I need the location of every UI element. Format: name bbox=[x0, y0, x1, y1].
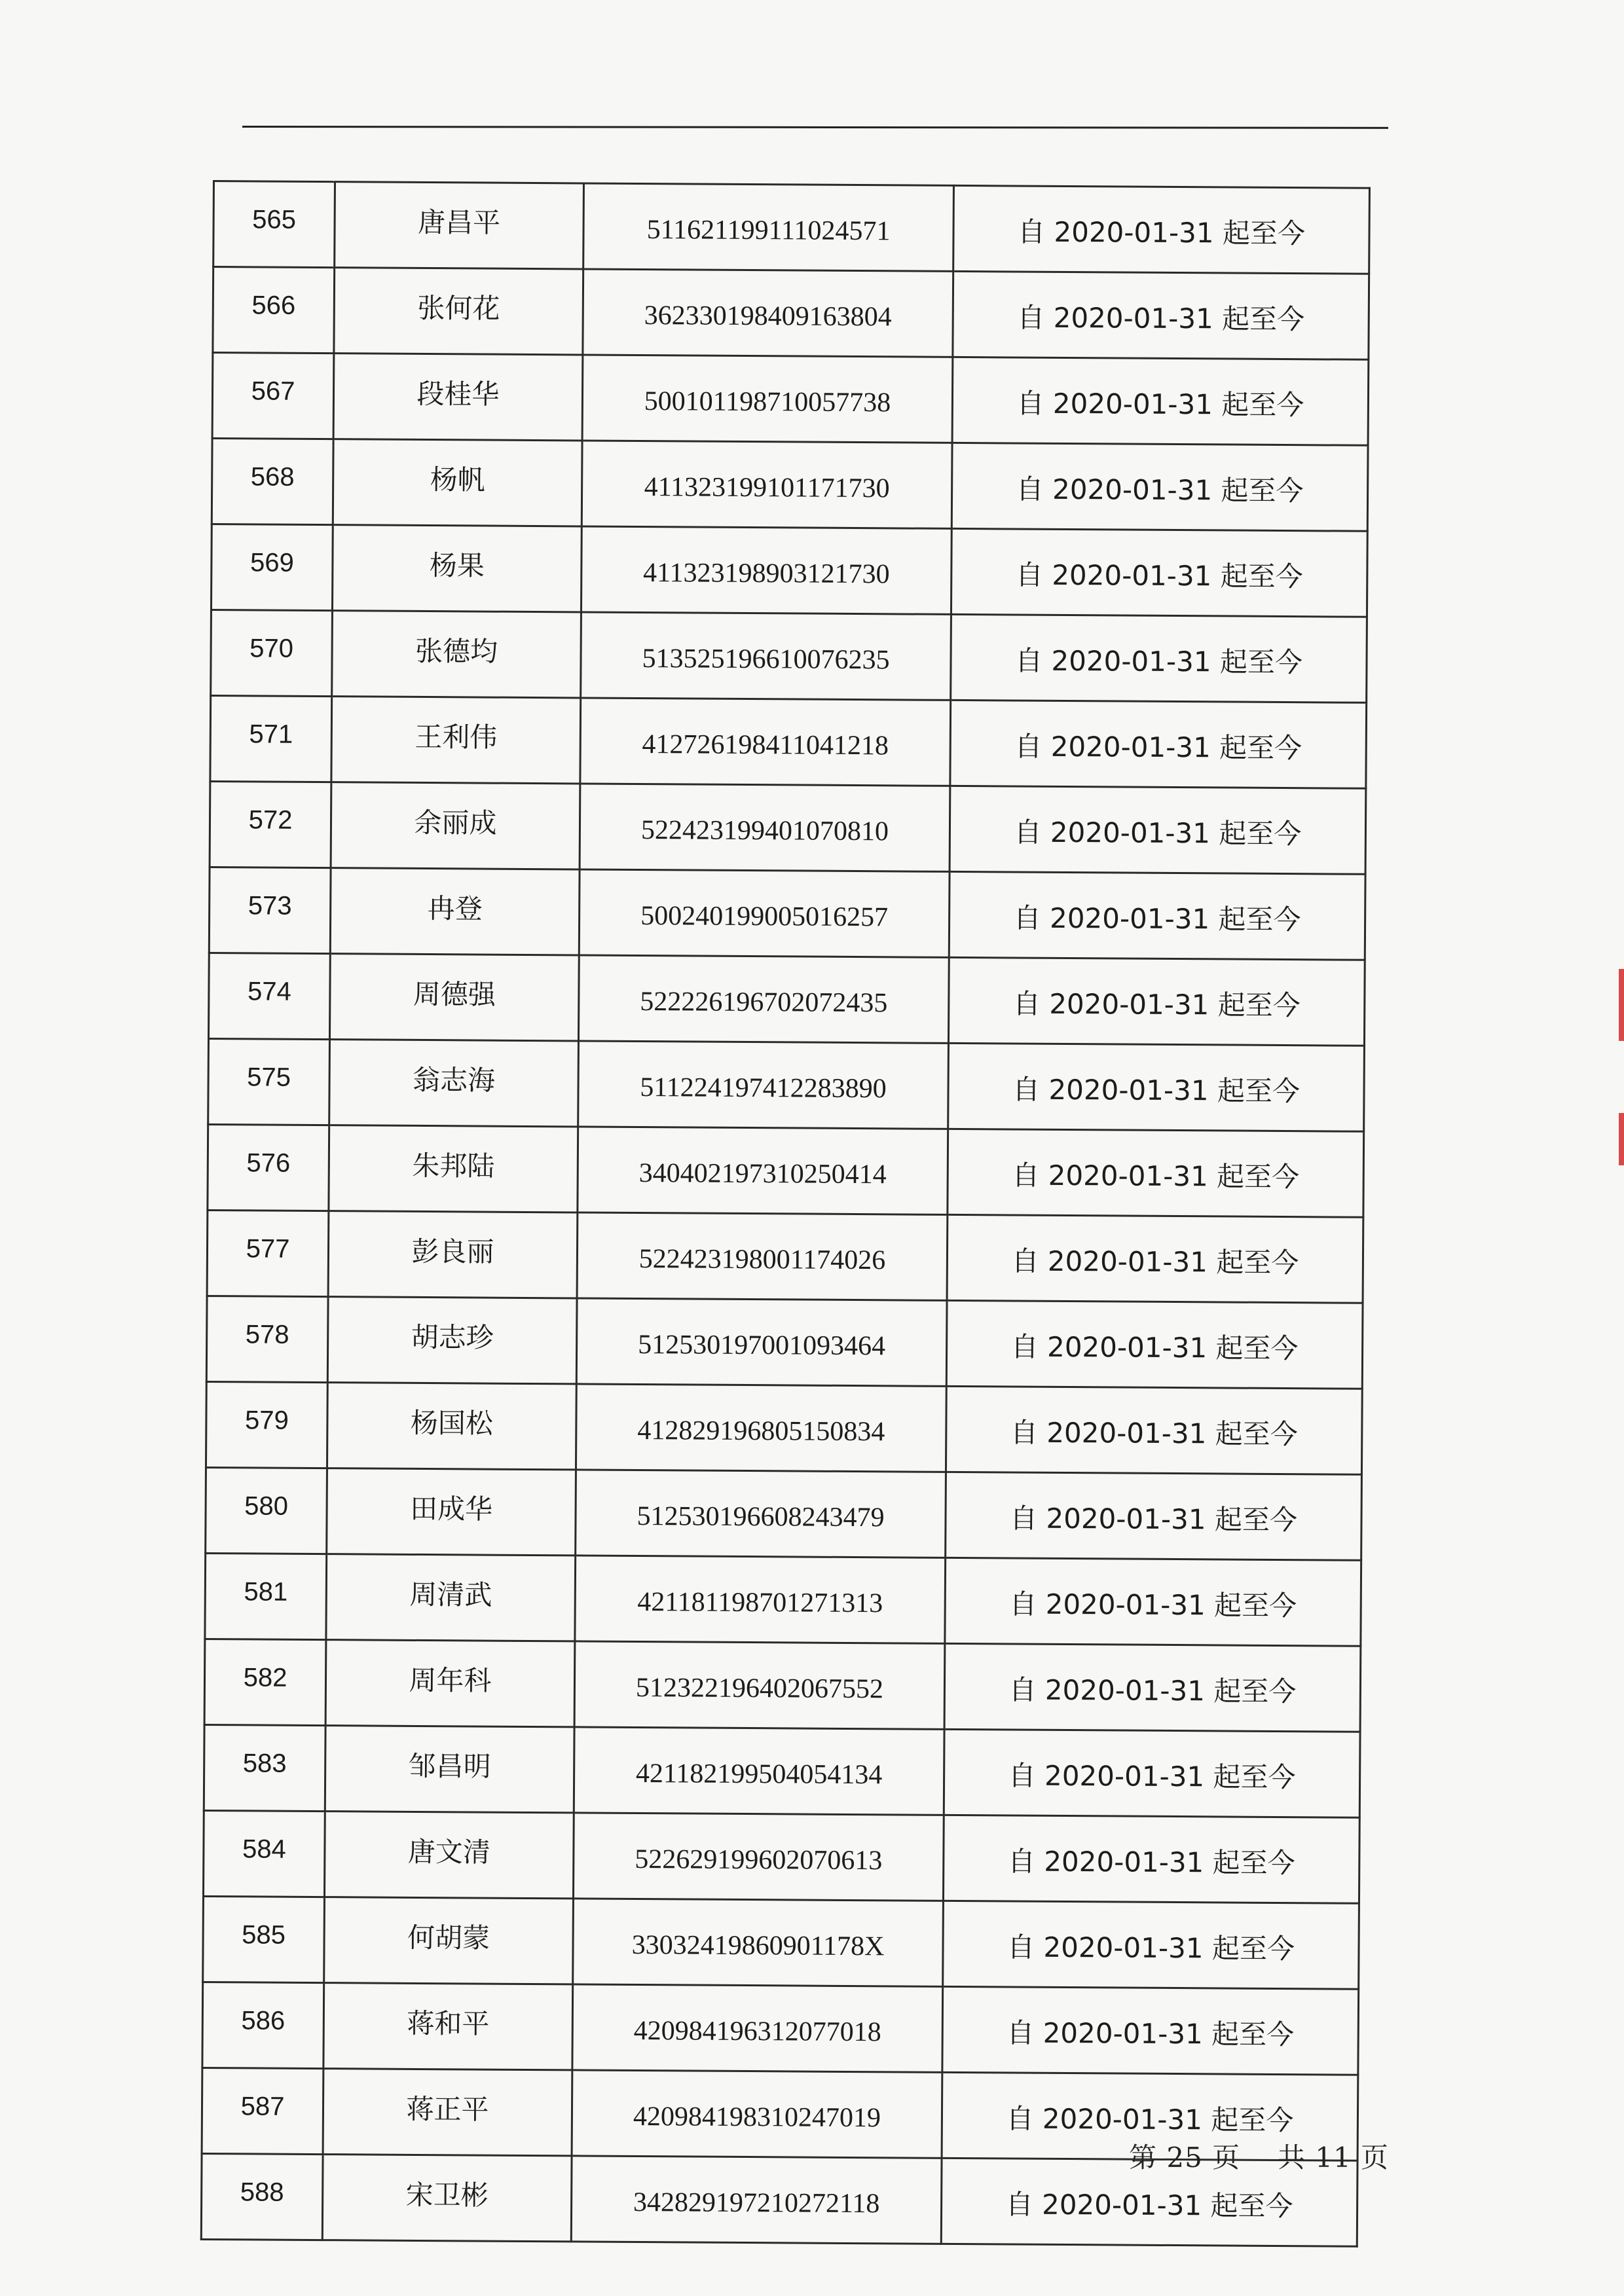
id-number-cell: 500240199005016257 bbox=[579, 869, 950, 957]
table-row bbox=[209, 867, 1365, 960]
name-cell: 杨帆 bbox=[333, 439, 582, 526]
page-footer bbox=[1129, 2136, 1389, 2176]
edge-stamp-mark bbox=[1619, 1113, 1624, 1165]
id-number-cell: 513525196610076235 bbox=[581, 612, 951, 700]
serial-number-cell: 572 bbox=[210, 781, 331, 867]
date-range-cell: 自 2020-01-31 起至今 bbox=[951, 443, 1368, 531]
id-number-cell: 342829197210272118 bbox=[571, 2156, 942, 2244]
name-cell: 张德均 bbox=[332, 611, 581, 698]
serial-number-cell: 586 bbox=[202, 1982, 324, 2068]
date-range-cell: 自 2020-01-31 起至今 bbox=[947, 1214, 1363, 1303]
page-total: 共 11 页 bbox=[1277, 2141, 1390, 2174]
name-cell: 翁志海 bbox=[329, 1040, 579, 1127]
table-row bbox=[211, 524, 1367, 617]
date-range-cell: 自 2020-01-31 起至今 bbox=[944, 1643, 1361, 1732]
date-range-cell: 自 2020-01-31 起至今 bbox=[948, 957, 1365, 1046]
table-row bbox=[203, 1810, 1359, 1903]
name-cell: 唐文清 bbox=[324, 1812, 574, 1899]
table-row bbox=[206, 1467, 1362, 1560]
table-row bbox=[205, 1553, 1361, 1646]
name-cell: 邹昌明 bbox=[325, 1726, 574, 1813]
roster-table bbox=[200, 180, 1371, 2248]
serial-number-cell: 569 bbox=[211, 524, 333, 610]
id-number-cell: 511621199111024571 bbox=[583, 183, 954, 271]
id-number-cell: 411323198903121730 bbox=[581, 526, 951, 614]
serial-number-cell: 575 bbox=[208, 1038, 330, 1125]
date-range-cell: 自 2020-01-31 起至今 bbox=[943, 1901, 1359, 1989]
id-number-cell: 411323199101171730 bbox=[581, 441, 952, 528]
id-number-cell: 420984196312077018 bbox=[572, 1984, 943, 2072]
date-range-cell: 自 2020-01-31 起至今 bbox=[943, 1815, 1359, 1903]
name-cell: 周德强 bbox=[329, 954, 579, 1041]
header-rule bbox=[242, 126, 1388, 129]
id-number-cell: 420984198310247019 bbox=[572, 2070, 942, 2158]
date-range-cell: 自 2020-01-31 起至今 bbox=[952, 357, 1369, 445]
name-cell: 宋卫彬 bbox=[322, 2155, 572, 2242]
date-range-cell: 自 2020-01-31 起至今 bbox=[951, 528, 1367, 617]
serial-number-cell: 567 bbox=[212, 353, 334, 439]
name-cell: 王利伟 bbox=[331, 697, 581, 784]
name-cell: 段桂华 bbox=[333, 354, 583, 441]
table-row bbox=[210, 695, 1367, 788]
date-range-cell: 自 2020-01-31 起至今 bbox=[946, 1472, 1362, 1560]
serial-number-cell: 571 bbox=[210, 695, 332, 782]
id-number-cell: 421181198701271313 bbox=[575, 1556, 946, 1643]
serial-number-cell: 588 bbox=[201, 2153, 323, 2240]
date-range-cell: 自 2020-01-31 起至今 bbox=[946, 1386, 1362, 1474]
page-number: 第 25 页 bbox=[1129, 2141, 1241, 2174]
id-number-cell: 421182199504054134 bbox=[574, 1727, 944, 1815]
date-range-cell: 自 2020-01-31 起至今 bbox=[953, 185, 1370, 274]
name-cell: 周清武 bbox=[326, 1554, 576, 1641]
id-number-cell: 412829196805150834 bbox=[576, 1384, 946, 1472]
serial-number-cell: 583 bbox=[204, 1724, 325, 1811]
serial-number-cell: 584 bbox=[203, 1810, 325, 1897]
serial-number-cell: 576 bbox=[208, 1124, 329, 1211]
serial-number-cell: 580 bbox=[206, 1467, 327, 1554]
id-number-cell: 340402197310250414 bbox=[578, 1127, 948, 1214]
id-number-cell: 512530197001093464 bbox=[576, 1298, 947, 1386]
date-range-cell: 自 2020-01-31 起至今 bbox=[953, 271, 1369, 359]
date-range-cell: 自 2020-01-31 起至今 bbox=[945, 1558, 1361, 1646]
table-row bbox=[206, 1296, 1363, 1389]
id-number-cell: 500101198710057738 bbox=[582, 355, 953, 443]
name-cell: 张何花 bbox=[334, 268, 583, 355]
name-cell: 蒋正平 bbox=[323, 2069, 572, 2156]
id-number-cell: 362330198409163804 bbox=[583, 269, 953, 357]
date-range-cell: 自 2020-01-31 起至今 bbox=[942, 2072, 1358, 2160]
serial-number-cell: 573 bbox=[209, 867, 331, 953]
serial-number-cell: 585 bbox=[203, 1896, 325, 1982]
date-range-cell: 自 2020-01-31 起至今 bbox=[946, 1300, 1363, 1389]
serial-number-cell: 578 bbox=[206, 1296, 328, 1382]
id-number-cell: 512530196608243479 bbox=[576, 1470, 946, 1558]
table-row bbox=[204, 1639, 1361, 1732]
roster-table-body bbox=[201, 181, 1369, 2247]
name-cell: 胡志珍 bbox=[327, 1297, 577, 1384]
name-cell: 杨果 bbox=[332, 525, 581, 612]
table-row bbox=[204, 1724, 1360, 1817]
table-row bbox=[213, 267, 1369, 360]
id-number-cell: 511224197412283890 bbox=[578, 1041, 949, 1129]
serial-number-cell: 566 bbox=[213, 267, 335, 354]
id-number-cell: 522423198001174026 bbox=[577, 1212, 948, 1300]
name-cell: 蒋和平 bbox=[323, 1983, 573, 2070]
serial-number-cell: 581 bbox=[205, 1553, 327, 1639]
id-number-cell: 522226196702072435 bbox=[578, 955, 949, 1043]
serial-number-cell: 579 bbox=[206, 1381, 327, 1468]
table-row bbox=[206, 1381, 1362, 1474]
table-row bbox=[203, 1896, 1359, 1989]
serial-number-cell: 574 bbox=[208, 953, 330, 1039]
serial-number-cell: 565 bbox=[213, 181, 335, 268]
name-cell: 周年科 bbox=[325, 1640, 575, 1727]
name-cell: 杨国松 bbox=[327, 1383, 576, 1470]
name-cell: 何胡蒙 bbox=[324, 1897, 574, 1984]
serial-number-cell: 570 bbox=[211, 610, 333, 696]
table-row bbox=[210, 781, 1366, 874]
date-range-cell: 自 2020-01-31 起至今 bbox=[951, 614, 1367, 702]
date-range-cell: 自 2020-01-31 起至今 bbox=[949, 871, 1365, 960]
id-number-cell: 412726198411041218 bbox=[580, 698, 951, 786]
serial-number-cell: 577 bbox=[207, 1210, 329, 1296]
serial-number-cell: 582 bbox=[204, 1639, 326, 1725]
name-cell: 彭良丽 bbox=[328, 1211, 578, 1298]
name-cell: 田成华 bbox=[327, 1468, 576, 1556]
name-cell: 冉登 bbox=[330, 868, 580, 955]
date-range-cell: 自 2020-01-31 起至今 bbox=[950, 700, 1367, 788]
table-row bbox=[208, 1038, 1365, 1131]
serial-number-cell: 568 bbox=[212, 439, 333, 525]
date-range-cell: 自 2020-01-31 起至今 bbox=[948, 1129, 1364, 1217]
table-row bbox=[213, 181, 1370, 274]
roster-table-container bbox=[200, 180, 1392, 2248]
table-row bbox=[211, 610, 1367, 702]
name-cell: 余丽成 bbox=[331, 782, 580, 869]
table-row bbox=[212, 353, 1369, 446]
table-row bbox=[207, 1210, 1363, 1303]
serial-number-cell: 587 bbox=[202, 2068, 323, 2154]
date-range-cell: 自 2020-01-31 起至今 bbox=[942, 1986, 1359, 2075]
table-row bbox=[208, 953, 1365, 1046]
id-number-cell: 522629199602070613 bbox=[573, 1813, 944, 1901]
id-number-cell: 33032419860901178X bbox=[573, 1899, 944, 1986]
edge-stamp-mark bbox=[1619, 969, 1624, 1041]
name-cell: 唐昌平 bbox=[335, 182, 584, 269]
name-cell: 朱邦陆 bbox=[329, 1125, 578, 1212]
id-number-cell: 512322196402067552 bbox=[574, 1641, 945, 1729]
id-number-cell: 522423199401070810 bbox=[580, 784, 950, 871]
table-row bbox=[212, 439, 1368, 532]
date-range-cell: 自 2020-01-31 起至今 bbox=[941, 2158, 1357, 2246]
table-row bbox=[202, 1982, 1359, 2075]
table-row bbox=[208, 1124, 1364, 1217]
date-range-cell: 自 2020-01-31 起至今 bbox=[944, 1729, 1360, 1817]
date-range-cell: 自 2020-01-31 起至今 bbox=[950, 786, 1366, 874]
date-range-cell: 自 2020-01-31 起至今 bbox=[948, 1043, 1365, 1131]
